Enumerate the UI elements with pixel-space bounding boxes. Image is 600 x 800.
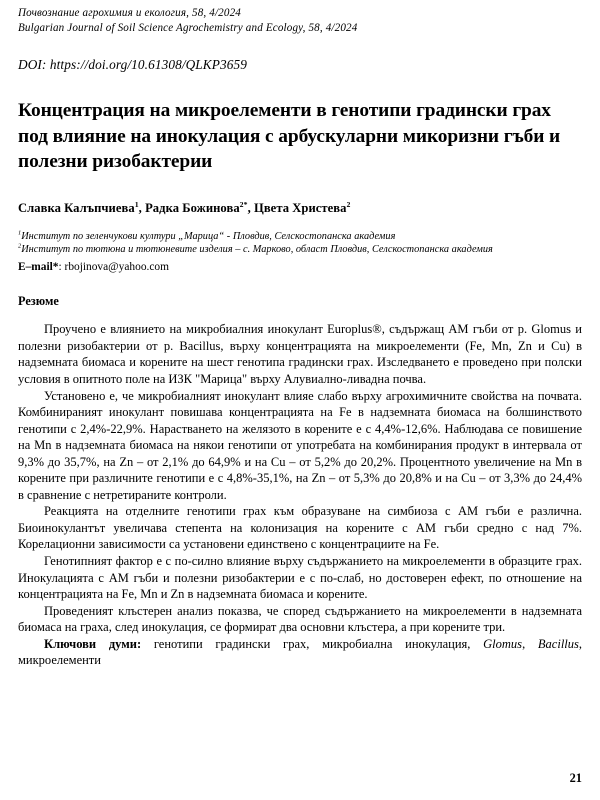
keywords-label: Ключови думи: [44, 636, 142, 651]
email-address[interactable]: rbojinova@yahoo.com [64, 261, 169, 274]
author-affiliation-marker-2: 2* [239, 199, 248, 209]
email-label: E–mail* [18, 261, 59, 274]
keywords-line [18, 636, 582, 669]
keywords-text-3: , микроелементи [18, 636, 583, 668]
author-name-1: Славка Калъпчиева [18, 200, 135, 215]
email-separator: : [58, 261, 65, 274]
affiliation-list [18, 230, 582, 256]
abstract-paragraph: Проведеният клъстерен анализ показва, че според съдържанието на микроелементи в надземната биомаса на граха, след инокулация, се формират два основни клъстера, а при корените три. [18, 603, 582, 635]
page-title: Концентрация на микроелементи в генотипи градински грах под влияние на инокулация с арбускуларни микоризни гъби и полезни ризобактерии [18, 100, 561, 173]
running-head-line-en: Bulgarian Journal of Soil Science Agrochemistry and Ecology, 58, 4/2024 [18, 21, 358, 34]
corresponding-email [18, 261, 582, 273]
affiliation-text-1: Институт по зеленчукови култури „Марица“ - Пловдив, Селскостопанска академия [21, 230, 396, 242]
keywords-text-2: , [522, 636, 538, 651]
keywords-text-1: генотипи градински грах, микробиална инокулация, [141, 636, 484, 651]
page-number: 21 [569, 771, 582, 785]
running-head [18, 6, 582, 35]
abstract-heading: Резюме [18, 294, 59, 309]
affiliation-marker-2: 2 [18, 242, 22, 250]
author-affiliation-marker-1: 1 [134, 199, 139, 209]
abstract-body [18, 321, 582, 635]
keywords-genus-glomus: Glomus [483, 636, 523, 651]
affiliation-2 [18, 243, 582, 256]
abstract-paragraph: Реакцията на отделните генотипи грах към образуване на симбиоза с АМ гъби е различна. Биоинокулантът увеличава степента на колонизация на корените с АМ гъби средно с над 7%. Корелационни зависимости са установени единствено с концентрациите на Fe. [18, 504, 582, 552]
abstract-paragraph: Генотипният фактор е с по-силно влияние върху съдържанието на микроелементи в образците грах. Инокулацията с АМ гъби и полезни ризобактерии е с по-слаб, но достоверен ефект, по отношение на концентрацията на Fe, Mn и Zn в надземната биомаса и корените. [18, 554, 582, 602]
affiliation-1 [18, 230, 582, 243]
doi-line: DOI: https://doi.org/10.61308/QLKP3659 [18, 57, 247, 73]
abstract-paragraph: Установено е, че микробиалният инокулант влияе слабо върху агрохимичните свойства на почвата. Комбинираният инокулант повишава концентрацията на Fe в надземната биомаса на болшинството генотипи с 2,4%-22,9%. Нарастването на желязото в корените е с 4,4%-12,6%. Наблюдава се повишение на Mn в надземната биомаса на някои генотипи от употребата на комбинирания продукт в интервала от 9,3% до 35,7%, на Zn – от 2,1% до 64,9% и на Cu – от 5,2% до 20,2%. Процентното увеличение на Mn в корените при различните генотипи е с 4,8%-35,1%, на Zn – от 5,3% до 20,8% и на Cu – от 3,3% до 24,4% в сравнение с нетретираните контроли. [18, 388, 582, 502]
author-name-3: Цвета Христева [253, 200, 347, 215]
author-list: Славка Калъпчиева$^1$, Радка Божинова$^{2*}$, Цвета Христева$^2$ [18, 199, 351, 215]
affiliation-text-2: Институт по тютюна и тютюневите изделия – с. Марково, област Пловдив, Селскостопанска академия [21, 244, 493, 256]
keywords-genus-bacillus: Bacillus [537, 636, 579, 651]
affiliation-marker-1: 1 [18, 229, 22, 237]
author-affiliation-marker-3: 2 [346, 199, 351, 209]
abstract-paragraph: Проучено е влиянието на микробиалния инокулант Europlus®, съдържащ АМ гъби от р. Glomus и полезни ризобактерии от р. Bacillus, върху концентрацията на микроелементи (Fe, Mn, Zn и Cu) в надземната биомаса и корените на шест генотипа градински грах. Изследването е проведено при полски условия в опитното поле на ИЗК "Марица" върху Алувиално-ливадна почва. [18, 322, 582, 387]
running-head-line-bg: Почвознание агрохимия и екология, 58, 4/2024 [18, 7, 241, 19]
author-name-2: Радка Божинова [145, 200, 240, 215]
